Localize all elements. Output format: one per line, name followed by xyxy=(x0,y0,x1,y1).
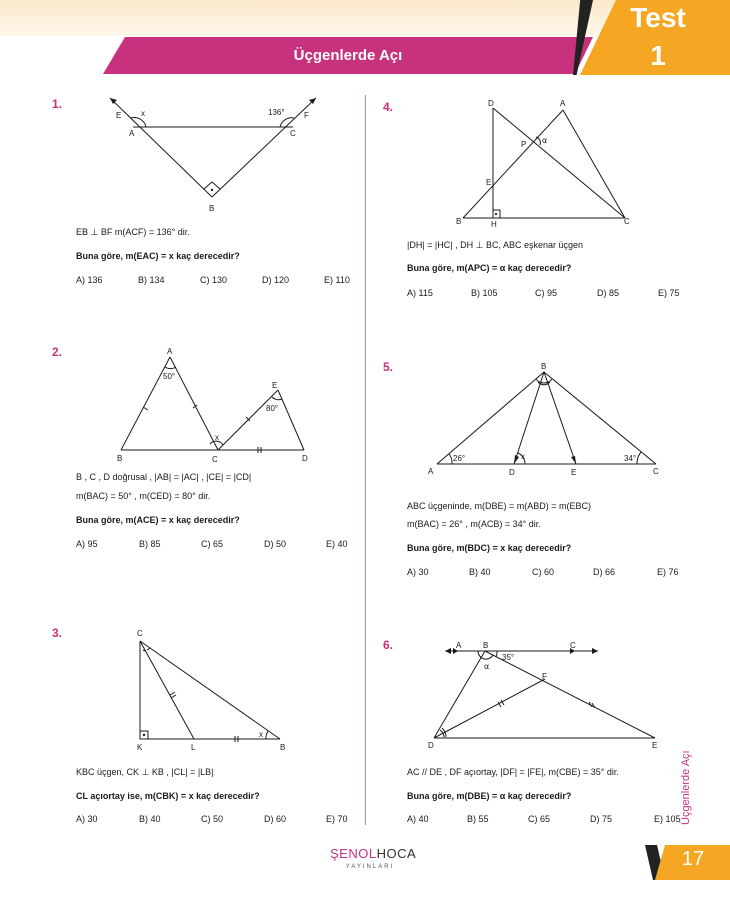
q5-angle-34: 34° xyxy=(624,454,637,463)
q1-angle-136: 136° xyxy=(268,108,285,117)
question-number-5: 5. xyxy=(383,360,394,374)
q5-option-b[interactable]: B) 40 xyxy=(469,567,491,577)
question-4-given: |DH| = |HC| , DH ⊥ BC, ABC eşkenar üçgen xyxy=(407,240,584,250)
question-2-given-2: m(BAC) = 50° , m(CED) = 80° dir. xyxy=(76,491,211,501)
question-6-ask: Buna göre, m(DBE) = α kaç derecedir? xyxy=(407,791,572,801)
q4-option-c[interactable]: C) 95 xyxy=(535,288,558,298)
q4-label-D: D xyxy=(488,99,494,108)
q5-label-C: C xyxy=(653,467,659,476)
q5-angle-26: 26° xyxy=(453,454,466,463)
q5-option-c[interactable]: C) 60 xyxy=(532,567,555,577)
question-5-given-1: ABC üçgeninde, m(DBE) = m(ABD) = m(EBC) xyxy=(407,501,592,511)
q2-option-b[interactable]: B) 85 xyxy=(139,539,161,549)
q5-label-x: x xyxy=(521,452,525,461)
q1-option-d[interactable]: D) 120 xyxy=(262,275,290,285)
q6-label-C: C xyxy=(570,641,576,650)
question-5-given-2: m(BAC) = 26° , m(ACB) = 34° dir. xyxy=(407,519,541,529)
q6-angle-35: 35° xyxy=(502,653,515,662)
q6-label-alpha: α xyxy=(484,662,490,671)
q2-label-E: E xyxy=(272,381,278,390)
column-divider xyxy=(365,95,366,825)
q3-option-c[interactable]: C) 50 xyxy=(201,814,224,824)
test-label: Test xyxy=(630,2,686,33)
test-number: 1 xyxy=(650,40,666,71)
q2-option-e[interactable]: E) 40 xyxy=(326,539,348,549)
q1-option-a[interactable]: A) 136 xyxy=(76,275,103,285)
q3-option-a[interactable]: A) 30 xyxy=(76,814,98,824)
q4-label-C: C xyxy=(624,217,630,226)
publisher-name-b: HOCA xyxy=(376,846,417,861)
question-6-options xyxy=(407,814,694,824)
q4-option-a[interactable]: A) 115 xyxy=(407,288,433,298)
q6-option-b[interactable]: B) 55 xyxy=(467,814,489,824)
q2-label-A: A xyxy=(167,347,173,356)
q4-label-E: E xyxy=(486,178,492,187)
q5-label-E: E xyxy=(571,468,577,477)
question-number-2: 2. xyxy=(52,345,63,359)
q2-angle-50: 50° xyxy=(163,372,176,381)
q2-label-x: x xyxy=(215,433,219,442)
q1-option-b[interactable]: B) 134 xyxy=(138,275,165,285)
q4-option-d[interactable]: D) 85 xyxy=(597,288,620,298)
q4-option-e[interactable]: E) 75 xyxy=(658,288,680,298)
q3-label-x: x xyxy=(259,730,263,739)
q1-label-A: A xyxy=(129,129,135,138)
question-3-options xyxy=(76,814,366,824)
page-title: Üçgenlerde Açı xyxy=(293,47,403,64)
q1-label-C: C xyxy=(290,129,296,138)
q2-option-a[interactable]: A) 95 xyxy=(76,539,98,549)
q6-label-F: F xyxy=(542,672,547,681)
question-4-ask: Buna göre, m(APC) = α kaç derecedir? xyxy=(407,263,572,273)
q5-label-D: D xyxy=(509,468,515,477)
q4-label-alpha: α xyxy=(542,136,548,145)
q5-option-e[interactable]: E) 76 xyxy=(657,567,679,577)
q6-label-B: B xyxy=(483,641,489,650)
q3-option-e[interactable]: E) 70 xyxy=(326,814,348,824)
page-number: 17 xyxy=(681,848,705,870)
q6-option-e[interactable]: E) 105 xyxy=(654,814,681,824)
q1-option-e[interactable]: E) 110 xyxy=(324,275,350,285)
question-3-given: KBC üçgen, CK ⊥ KB , |CL| = |LB| xyxy=(76,767,214,777)
q4-label-A: A xyxy=(560,99,566,108)
q2-label-B: B xyxy=(117,454,123,463)
q3-label-C: C xyxy=(137,629,143,638)
question-number-1: 1. xyxy=(52,97,63,111)
q4-label-P: P xyxy=(521,140,527,149)
q4-label-B: B xyxy=(456,217,462,226)
question-2-ask: Buna göre, m(ACE) = x kaç derecedir? xyxy=(76,515,240,525)
publisher-subtitle: YAYINLARI xyxy=(345,864,395,870)
q3-label-L: L xyxy=(191,743,196,752)
side-topic-label: Üçgenlerde Açı xyxy=(680,750,692,825)
question-6-given: AC // DE , DF açıortay, |DF| = |FE|, m(CBE) = 35° dir. xyxy=(407,767,619,777)
question-3-ask: CL açıortay ise, m(CBK) = x kaç derecedir? xyxy=(76,791,260,801)
q1-label-E: E xyxy=(116,111,122,120)
q3-option-b[interactable]: B) 40 xyxy=(139,814,161,824)
q3-option-d[interactable]: D) 60 xyxy=(264,814,287,824)
question-5-options xyxy=(407,567,697,577)
q2-label-C: C xyxy=(212,455,218,464)
question-2-given-1: B , C , D doğrusal , |AB| = |AC| , |CE| = |CD| xyxy=(76,472,252,482)
q5-label-B: B xyxy=(541,362,547,371)
question-number-6: 6. xyxy=(383,638,394,652)
q2-option-d[interactable]: D) 50 xyxy=(264,539,287,549)
question-2-options xyxy=(76,539,366,549)
q6-label-E: E xyxy=(652,741,658,750)
publisher-name-a: ŞENOL xyxy=(330,846,377,861)
q1-label-B: B xyxy=(209,204,215,213)
q1-option-c[interactable]: C) 130 xyxy=(200,275,228,285)
q5-option-a[interactable]: A) 30 xyxy=(407,567,429,577)
question-1-given: EB ⊥ BF m(ACF) = 136° dir. xyxy=(76,227,190,237)
q4-label-H: H xyxy=(491,220,497,229)
question-number-3: 3. xyxy=(52,626,63,640)
q6-option-c[interactable]: C) 65 xyxy=(528,814,551,824)
q6-label-A: A xyxy=(456,641,462,650)
q1-label-F: F xyxy=(304,111,309,120)
q4-option-b[interactable]: B) 105 xyxy=(471,288,498,298)
question-4-options xyxy=(407,288,698,298)
question-1-options xyxy=(76,275,364,285)
q2-angle-80: 80° xyxy=(266,404,279,413)
question-1-ask: Buna göre, m(EAC) = x kaç derecedir? xyxy=(76,251,240,261)
q3-label-B: B xyxy=(280,743,286,752)
question-5-ask: Buna göre, m(BDC) = x kaç derecedir? xyxy=(407,543,572,553)
question-number-4: 4. xyxy=(383,100,394,114)
q1-label-x: x xyxy=(141,109,145,118)
q3-label-K: K xyxy=(137,743,143,752)
q5-label-A: A xyxy=(428,467,434,476)
q2-label-D: D xyxy=(302,454,308,463)
q6-label-D: D xyxy=(428,741,434,750)
q2-option-c[interactable]: C) 65 xyxy=(201,539,224,549)
publisher-logo xyxy=(330,846,417,861)
q5-option-d[interactable]: D) 66 xyxy=(593,567,616,577)
q6-option-d[interactable]: D) 75 xyxy=(590,814,613,824)
q6-option-a[interactable]: A) 40 xyxy=(407,814,429,824)
